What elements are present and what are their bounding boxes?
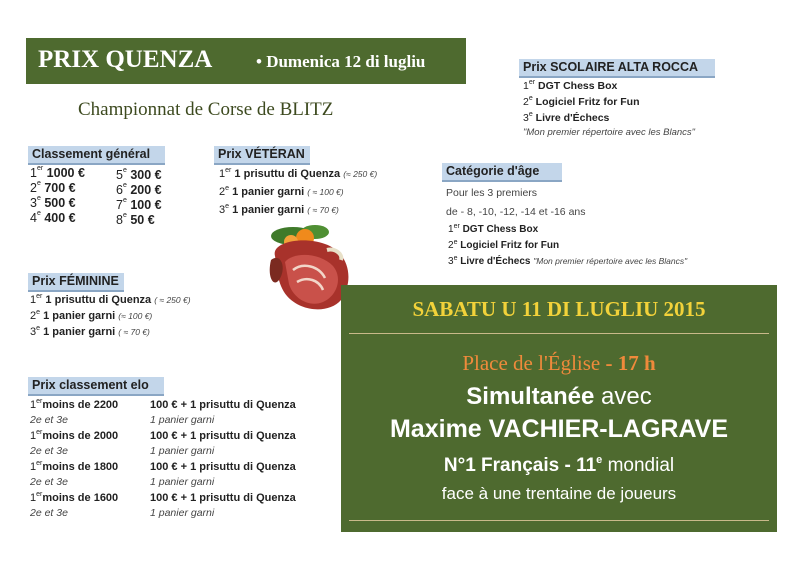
event-divider-bottom [349, 520, 769, 521]
prize-label: 1 panier garni [232, 186, 305, 198]
prize-label: DGT Chess Box [462, 224, 539, 235]
rank-suffix: e [528, 111, 533, 118]
prize-label: 100 € [130, 198, 162, 212]
event-audience: face à une trentaine de joueurs [441, 484, 677, 503]
rank-number: 1 [30, 166, 37, 180]
prize-label: 400 € [44, 211, 76, 225]
classement-general-heading: Classement général [28, 146, 165, 165]
rank-number: 1 [448, 224, 454, 235]
prize-row [30, 310, 152, 322]
prize-label: Logiciel Fritz for Fun [535, 96, 640, 108]
elo-second-prize: 1 panier garni [150, 414, 215, 426]
rank-number: 8 [116, 213, 123, 227]
event-date-header: • Dumenica 12 di lugliu [256, 52, 426, 71]
rank-suffix: er [36, 165, 44, 172]
prize-label: 1 panier garni [43, 310, 116, 322]
prize-label: 1 panier garni [232, 204, 305, 216]
prize-row [219, 204, 339, 216]
rank-number: 3 [30, 326, 37, 338]
event-simul: Simultanée [466, 383, 595, 410]
prize-row [448, 240, 559, 251]
prize-row [30, 326, 150, 338]
rank-number: 2 [30, 181, 37, 195]
rank-suffix: er [36, 491, 43, 498]
prize-row [116, 198, 162, 212]
prize-row [30, 196, 76, 210]
rank-suffix: er [36, 398, 43, 405]
prize-row [116, 168, 162, 182]
rank-number: 7 [116, 198, 123, 212]
rank-number: 4 [30, 211, 37, 225]
prize-label: 1 prisuttu di Quenza [45, 294, 152, 306]
rank-number: 6 [116, 183, 123, 197]
prize-label: Logiciel Fritz for Fun [460, 240, 560, 251]
elo-bracket: moins de 2000 [42, 430, 119, 442]
prize-row [523, 112, 609, 124]
event-simul-with: avec [594, 383, 652, 410]
title-banner [26, 38, 466, 84]
event-date: SABATU U 11 DI LUGLIU 2015 [412, 297, 706, 321]
elo-second-label: 2e et 3e [30, 414, 68, 426]
rank-number: 1 [30, 492, 37, 504]
prize-row [30, 181, 76, 195]
rank-suffix: e [36, 180, 41, 187]
prize-label: DGT Chess Box [538, 80, 618, 92]
prize-note: ( ≈ 250 €) [154, 295, 191, 305]
elo-second-label: 2e et 3e [30, 507, 68, 519]
rank-number: 2 [219, 186, 226, 198]
rank-number: 3 [219, 204, 226, 216]
scolaire-heading: Prix SCOLAIRE ALTA ROCCA [519, 59, 715, 78]
prize-note: "Mon premier répertoire avec les Blancs" [533, 256, 688, 266]
event-divider-top [349, 333, 769, 334]
prize-note: (≈ 100 €) [118, 311, 153, 321]
rank-suffix: er [36, 293, 43, 300]
prize-row [30, 294, 191, 306]
elo-bracket: moins de 1600 [42, 492, 119, 504]
rank-suffix: e [453, 255, 458, 262]
prize-row [523, 80, 617, 92]
event-rank-line [341, 455, 777, 477]
elo-first-row [30, 492, 118, 504]
event-place: Place de l'Église [462, 351, 601, 375]
rank-number: 1 [30, 399, 37, 411]
prize-note: ( ≈ 70 €) [307, 205, 339, 215]
elo-second-prize: 1 panier garni [150, 507, 215, 519]
rank-number: 1 [30, 461, 37, 473]
elo-heading: Prix classement elo [28, 377, 164, 396]
scolaire-note: "Mon premier répertoire avec les Blancs" [523, 127, 696, 138]
elo-second-label: 2e et 3e [30, 476, 68, 488]
event-rank-sup: e [596, 454, 603, 466]
rank-number: 2 [30, 310, 37, 322]
rank-number: 3 [448, 256, 454, 267]
categorie-heading: Catégorie d'âge [442, 163, 562, 182]
elo-first-prize: 100 € + 1 prisuttu di Quenza [150, 461, 296, 473]
rank-suffix: e [528, 95, 533, 102]
rank-suffix: er [453, 223, 460, 230]
elo-second-prize: 1 panier garni [150, 476, 215, 488]
rank-suffix: er [36, 429, 43, 436]
prize-row [116, 183, 162, 197]
feminine-heading: Prix FÉMININE [28, 273, 124, 292]
rank-suffix: e [122, 197, 127, 204]
rank-suffix: e [225, 185, 230, 192]
prize-label: 200 € [130, 183, 162, 197]
prize-row [219, 168, 377, 180]
prize-row [448, 256, 687, 267]
elo-first-row [30, 461, 118, 473]
rank-number: 1 [30, 430, 37, 442]
rank-suffix: e [36, 309, 41, 316]
prize-label: 500 € [44, 196, 76, 210]
rank-number: 5 [116, 168, 123, 182]
prize-label: 300 € [130, 168, 162, 182]
subtitle: Championnat de Corse de BLITZ [78, 99, 334, 120]
elo-first-row [30, 399, 118, 411]
rank-suffix: e [36, 210, 41, 217]
elo-bracket: moins de 2200 [42, 399, 119, 411]
event-simul-line [341, 383, 777, 411]
prize-label: Livre d'Échecs [460, 256, 531, 267]
elo-bracket: moins de 1800 [42, 461, 119, 473]
rank-number: 1 [219, 168, 226, 180]
rank-number: 2 [523, 96, 529, 108]
rank-number: 1 [30, 294, 37, 306]
prize-row [219, 186, 344, 198]
prize-row [448, 224, 538, 235]
event-rank-a: N°1 Français - 11 [443, 455, 597, 476]
categorie-line2: de - 8, -10, -12, -14 et -16 ans [446, 206, 586, 218]
rank-suffix: e [36, 325, 41, 332]
event-rank-b: mondial [602, 455, 675, 476]
elo-first-prize: 100 € + 1 prisuttu di Quenza [150, 430, 296, 442]
rank-suffix: e [225, 203, 230, 210]
prize-row [116, 213, 155, 227]
page-title: PRIX QUENZA [38, 46, 213, 73]
rank-suffix: e [453, 239, 458, 246]
rank-suffix: e [122, 212, 127, 219]
rank-number: 3 [30, 196, 37, 210]
rank-number: 3 [523, 112, 529, 124]
prize-label: 1000 € [46, 166, 85, 180]
prize-note: ( ≈ 70 €) [118, 327, 150, 337]
prize-label: Livre d'Échecs [535, 112, 610, 124]
prize-label: 1 prisuttu di Quenza [234, 168, 341, 180]
prize-label: 1 panier garni [43, 326, 116, 338]
rank-suffix: e [36, 195, 41, 202]
prize-row [30, 211, 76, 225]
rank-number: 1 [523, 80, 529, 92]
event-place-line [341, 351, 777, 376]
rank-suffix: er [528, 79, 536, 86]
rank-suffix: er [225, 167, 232, 174]
prize-label: 700 € [44, 181, 76, 195]
prize-row [523, 96, 640, 108]
event-box [341, 285, 777, 532]
prize-note: (≈ 250 €) [343, 169, 378, 179]
prize-row [30, 166, 85, 180]
prize-label: 50 € [130, 213, 155, 227]
elo-first-prize: 100 € + 1 prisuttu di Quenza [150, 399, 296, 411]
rank-suffix: er [36, 460, 43, 467]
event-player: Maxime VACHIER-LAGRAVE [389, 415, 728, 443]
rank-number: 2 [448, 240, 454, 251]
rank-suffix: e [122, 167, 127, 174]
event-time: - 17 h [600, 351, 656, 375]
elo-second-label: 2e et 3e [30, 445, 68, 457]
elo-first-prize: 100 € + 1 prisuttu di Quenza [150, 492, 296, 504]
elo-first-row [30, 430, 118, 442]
prize-note: ( ≈ 100 €) [307, 187, 344, 197]
rank-suffix: e [122, 182, 127, 189]
categorie-line1: Pour les 3 premiers [446, 187, 538, 199]
elo-second-prize: 1 panier garni [150, 445, 215, 457]
veteran-heading: Prix VÉTÉRAN [214, 146, 310, 165]
